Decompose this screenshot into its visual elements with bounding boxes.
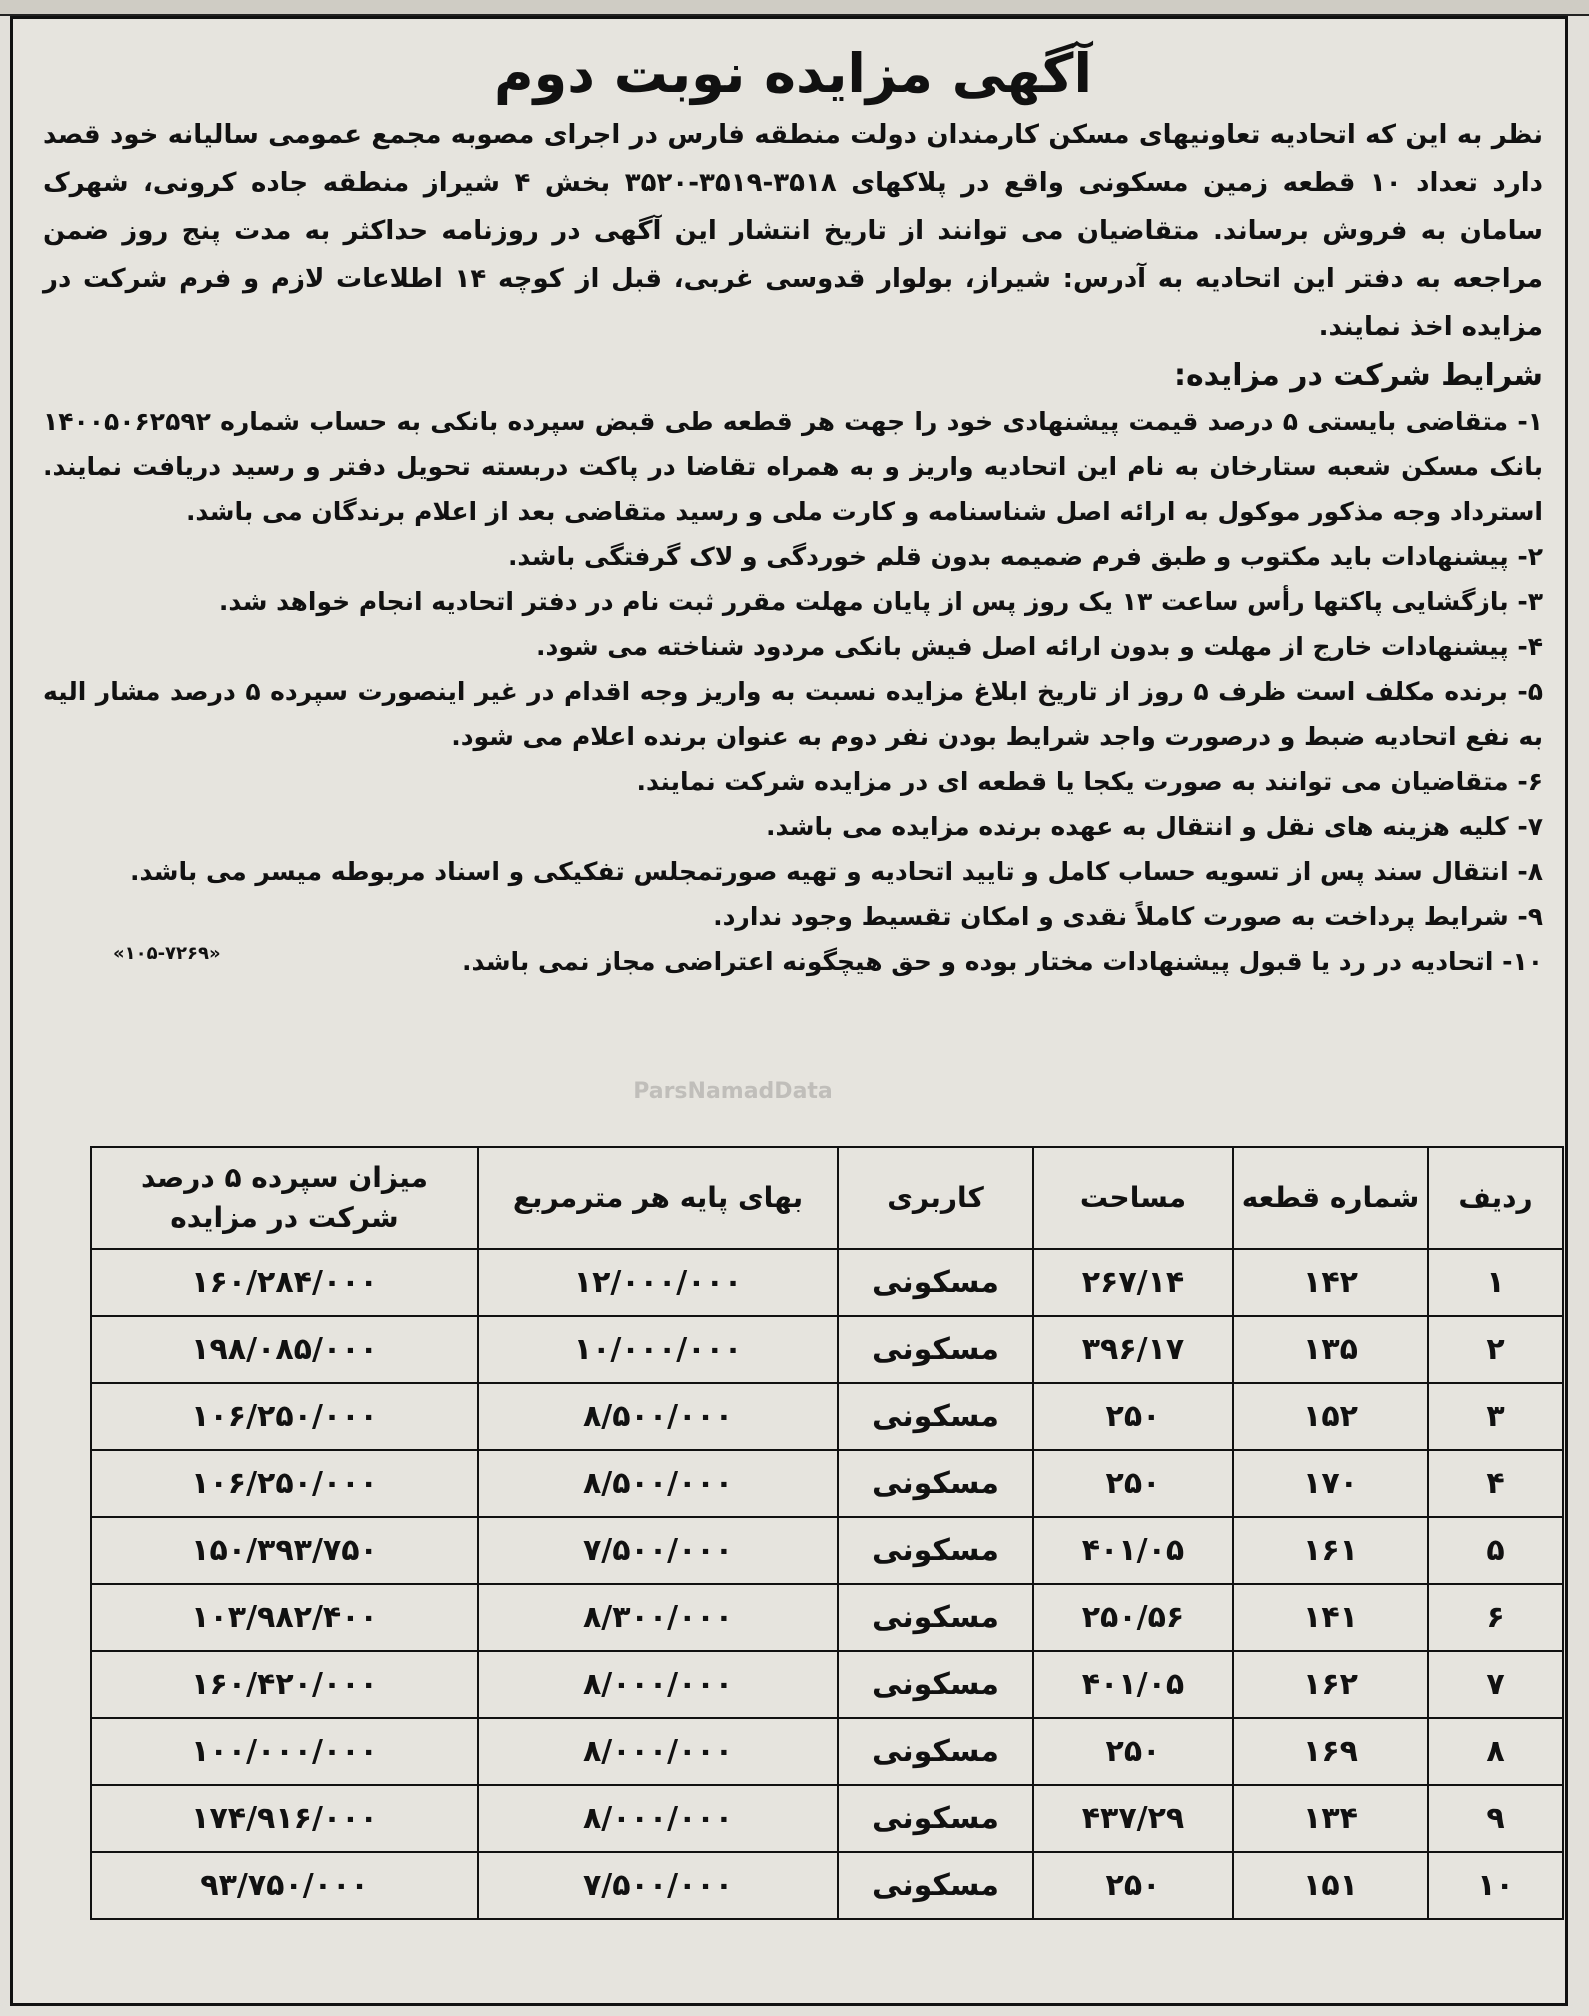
notice-intro: نظر به این که اتحادیه تعاونیهای مسکن کارمندان دولت منطقه فارس در اجرای مصوبه مجمع عمومی سالیانه خود قصد دارد تعداد ۱۰ قطعه زمین مسکونی واقع در پلاکهای ۳۵۱۸-۳۵۱۹-۳۵۲۰ بخش ۴ شیراز منطقه جاده کرونی، شهرک سامان به فروش برساند. متقاضیان می توانند از تاریخ انتشار این آگهی در روزنامه حداکثر به مدت پنج روز ضمن مراجعه به دفتر این اتحادیه به آدرس: شیراز، بولوار قدوسی غربی، قبل از کوچه ۱۴ اطلاعات لازم و فرم شرکت در مزایده اخذ نمایند. — [43, 120, 1543, 342]
cell-base-price: ۸/۵۰۰/۰۰۰ — [478, 1450, 838, 1517]
cell-base-price: ۸/۰۰۰/۰۰۰ — [478, 1651, 838, 1718]
cell-area: ۴۳۷/۲۹ — [1033, 1785, 1233, 1852]
header-lot-number: شماره قطعه — [1233, 1147, 1428, 1249]
table-row — [91, 1584, 1563, 1651]
cell-base-price: ۸/۰۰۰/۰۰۰ — [478, 1718, 838, 1785]
cell-area: ۲۶۷/۱۴ — [1033, 1249, 1233, 1316]
header-area: مساحت — [1033, 1147, 1233, 1249]
condition-item: ۲- پیشنهادات باید مکتوب و طبق فرم ضمیمه بدون قلم خوردگی و لاک گرفتگی باشد. — [507, 542, 1543, 571]
condition-item: ۵- برنده مکلف است ظرف ۵ روز از تاریخ ابلاغ مزایده نسبت به واریز وجه اقدام در غیر اینصورت سپرده ۵ درصد مشار الیه به نفع اتحادیه ضبط و درصورت واجد شرایط بودن نفر دوم به عنوان برنده اعلام می شود. — [43, 677, 1543, 751]
cell-base-price: ۸/۳۰۰/۰۰۰ — [478, 1584, 838, 1651]
cell-area: ۲۵۰ — [1033, 1450, 1233, 1517]
cell-row-number: ۹ — [1428, 1785, 1563, 1852]
cell-base-price: ۱۰/۰۰۰/۰۰۰ — [478, 1316, 838, 1383]
cell-deposit: ۱۰۶/۲۵۰/۰۰۰ — [91, 1450, 478, 1517]
cell-deposit: ۱۹۸/۰۸۵/۰۰۰ — [91, 1316, 478, 1383]
table-row — [91, 1651, 1563, 1718]
cell-usage: مسکونی — [838, 1651, 1033, 1718]
cell-area: ۲۵۰ — [1033, 1383, 1233, 1450]
cell-usage: مسکونی — [838, 1517, 1033, 1584]
header-row-number: ردیف — [1428, 1147, 1563, 1249]
cell-deposit: ۱۰۰/۰۰۰/۰۰۰ — [91, 1718, 478, 1785]
cell-row-number: ۵ — [1428, 1517, 1563, 1584]
cell-deposit: ۱۰۳/۹۸۲/۴۰۰ — [91, 1584, 478, 1651]
cell-base-price: ۱۲/۰۰۰/۰۰۰ — [478, 1249, 838, 1316]
condition-item: ۹- شرایط پرداخت به صورت کاملاً نقدی و امکان تقسیط وجود ندارد. — [713, 902, 1543, 931]
cell-usage: مسکونی — [838, 1316, 1033, 1383]
cell-usage: مسکونی — [838, 1785, 1033, 1852]
condition-item: ۷- کلیه هزینه های نقل و انتقال به عهده برنده مزایده می باشد. — [765, 812, 1543, 841]
cell-usage: مسکونی — [838, 1249, 1033, 1316]
table-row — [91, 1383, 1563, 1450]
cell-lot-number: ۱۳۴ — [1233, 1785, 1428, 1852]
cell-lot-number: ۱۶۲ — [1233, 1651, 1428, 1718]
cell-base-price: ۸/۰۰۰/۰۰۰ — [478, 1785, 838, 1852]
cell-usage: مسکونی — [838, 1584, 1033, 1651]
table-row — [91, 1450, 1563, 1517]
cell-row-number: ۷ — [1428, 1651, 1563, 1718]
top-column-strip — [0, 0, 1589, 16]
cell-base-price: ۷/۵۰۰/۰۰۰ — [478, 1852, 838, 1919]
conditions-title: شرایط شرکت در مزایده: — [1173, 358, 1543, 393]
cell-area: ۲۵۰ — [1033, 1852, 1233, 1919]
cell-deposit: ۱۶۰/۴۲۰/۰۰۰ — [91, 1651, 478, 1718]
cell-row-number: ۱ — [1428, 1249, 1563, 1316]
cell-usage: مسکونی — [838, 1383, 1033, 1450]
cell-deposit: ۱۰۶/۲۵۰/۰۰۰ — [91, 1383, 478, 1450]
cell-area: ۴۰۱/۰۵ — [1033, 1517, 1233, 1584]
cell-area: ۲۵۰ — [1033, 1718, 1233, 1785]
condition-item: ۸- انتقال سند پس از تسویه حساب کامل و تایید اتحادیه و تهیه صورتمجلس تفکیکی و اسناد مربوطه میسر می باشد. — [129, 857, 1543, 886]
cell-usage: مسکونی — [838, 1450, 1033, 1517]
table-header-row — [91, 1147, 1563, 1249]
table-row — [91, 1852, 1563, 1919]
cell-row-number: ۶ — [1428, 1584, 1563, 1651]
cell-deposit: ۱۵۰/۳۹۳/۷۵۰ — [91, 1517, 478, 1584]
table-row — [91, 1517, 1563, 1584]
condition-item: ۶- متقاضیان می توانند به صورت یکجا یا قطعه ای در مزایده شرکت نمایند. — [636, 767, 1543, 796]
cell-usage: مسکونی — [838, 1718, 1033, 1785]
condition-item: ۴- پیشنهادات خارج از مهلت و بدون ارائه اصل فیش بانکی مردود شناخته می شود. — [536, 632, 1543, 661]
last-condition-row — [43, 939, 1543, 979]
cell-lot-number: ۱۴۱ — [1233, 1584, 1428, 1651]
cell-area: ۲۵۰/۵۶ — [1033, 1584, 1233, 1651]
lots-table — [90, 1146, 1564, 1920]
cell-lot-number: ۱۵۲ — [1233, 1383, 1428, 1450]
notice-content — [43, 39, 1543, 979]
cell-deposit: ۱۷۴/۹۱۶/۰۰۰ — [91, 1785, 478, 1852]
cell-base-price: ۸/۵۰۰/۰۰۰ — [478, 1383, 838, 1450]
cell-row-number: ۳ — [1428, 1383, 1563, 1450]
notice-title: آگهی مزایده نوبت دوم — [494, 42, 1092, 105]
table-row — [91, 1316, 1563, 1383]
table-row — [91, 1718, 1563, 1785]
cell-row-number: ۴ — [1428, 1450, 1563, 1517]
cell-row-number: ۸ — [1428, 1718, 1563, 1785]
header-base-price: بهای پایه هر مترمربع — [478, 1147, 838, 1249]
cell-deposit: ۱۶۰/۲۸۴/۰۰۰ — [91, 1249, 478, 1316]
cell-area: ۳۹۶/۱۷ — [1033, 1316, 1233, 1383]
cell-area: ۴۰۱/۰۵ — [1033, 1651, 1233, 1718]
lots-table-body — [91, 1249, 1563, 1919]
cell-lot-number: ۱۶۱ — [1233, 1517, 1428, 1584]
cell-lot-number: ۱۵۱ — [1233, 1852, 1428, 1919]
header-deposit: میزان سپرده ۵ درصد شرکت در مزایده — [91, 1147, 478, 1249]
cell-row-number: ۲ — [1428, 1316, 1563, 1383]
cell-deposit: ۹۳/۷۵۰/۰۰۰ — [91, 1852, 478, 1919]
cell-row-number: ۱۰ — [1428, 1852, 1563, 1919]
cell-base-price: ۷/۵۰۰/۰۰۰ — [478, 1517, 838, 1584]
condition-item-last: ۱۰- اتحادیه در رد یا قبول پیشنهادات مختار بوده و حق هیچگونه اعتراضی مجاز نمی باشد. — [462, 947, 1543, 976]
header-usage: کاربری — [838, 1147, 1033, 1249]
cell-lot-number: ۱۴۲ — [1233, 1249, 1428, 1316]
cell-lot-number: ۱۷۰ — [1233, 1450, 1428, 1517]
cell-lot-number: ۱۳۵ — [1233, 1316, 1428, 1383]
cell-usage: مسکونی — [838, 1852, 1033, 1919]
table-row — [91, 1249, 1563, 1316]
condition-item: ۳- بازگشایی پاکتها رأس ساعت ۱۳ یک روز پس از پایان مهلت مقرر ثبت نام در دفتر اتحادیه انجام خواهد شد. — [218, 587, 1543, 616]
notice-code: «۱۰۵-۷۲۶۹» — [113, 943, 221, 964]
cell-lot-number: ۱۶۹ — [1233, 1718, 1428, 1785]
table-row — [91, 1785, 1563, 1852]
watermark-text: ParsNamadData — [633, 1079, 833, 1104]
condition-item: ۱- متقاضی بایستی ۵ درصد قیمت پیشنهادی خود را جهت هر قطعه طی قبض سپرده بانکی به حساب شماره ۱۴۰۰۵۰۶۲۵۹۲ بانک مسکن شعبه ستارخان به نام این اتحادیه واریز و به همراه تقاضا در پاکت دربسته تحویل دفتر و رسید دریافت نمایند. استرداد وجه مذکور موکول به ارائه اصل شناسنامه و کارت ملی و رسید متقاضی بعد از اعلام برندگان می باشد. — [43, 407, 1543, 526]
